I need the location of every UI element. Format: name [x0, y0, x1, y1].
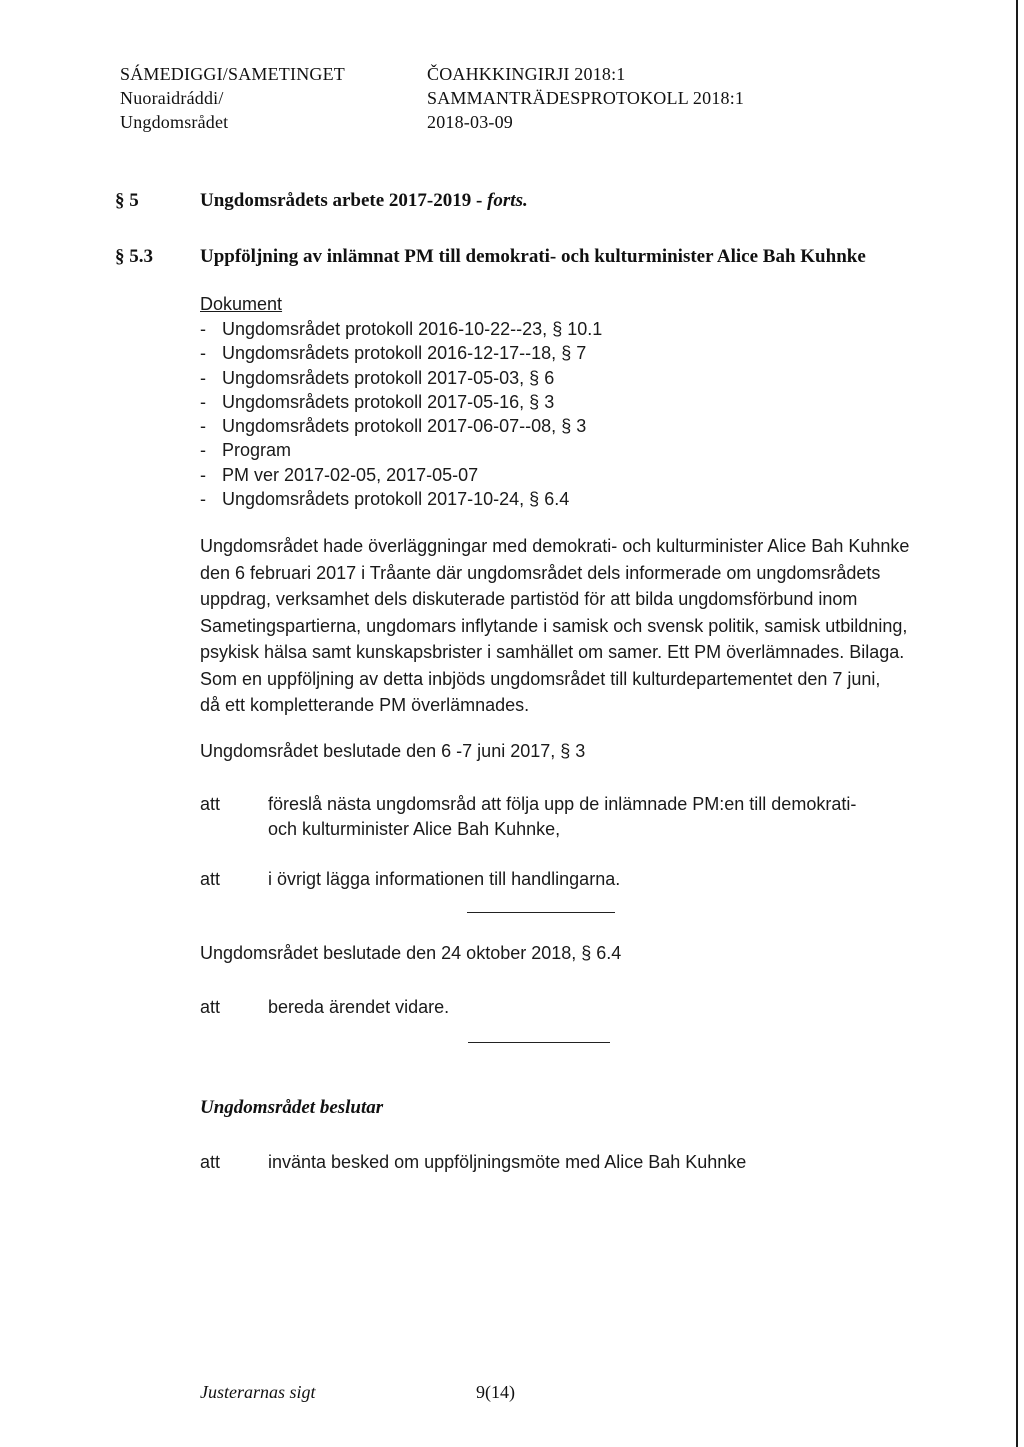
subsection-number: § 5.3	[115, 246, 153, 267]
section-title-forts: forts.	[487, 190, 528, 211]
paragraph-line: uppdrag, verksamhet dels diskuterade partistöd för att bilda ungdomsförbund inom	[200, 589, 858, 609]
decision-1-att-1-line-2: och kulturminister Alice Bah Kuhnke,	[268, 819, 561, 839]
list-item: - Ungdomsrådets protokoll 2017-10-24, § 6.4	[200, 489, 570, 510]
documents-label: Dokument	[200, 294, 283, 314]
decision-2-att-1-label: att	[200, 997, 221, 1017]
decision-3-att-1-line-1: invänta besked om uppföljningsmöte med Alice Bah Kuhnke	[268, 1152, 747, 1172]
header-date: 2018-03-09	[427, 112, 513, 132]
decision-1-att-2-line-1: i övrigt lägga informationen till handlingarna.	[268, 869, 621, 889]
header-org-line-2: Nuoraidráddi/	[120, 88, 224, 108]
paragraph-line: den 6 februari 2017 i Tråante där ungdomsrådet dels informerade om ungdomsrådets	[200, 562, 881, 583]
list-item: - Ungdomsrådets protokoll 2017-06-07--08, § 3	[200, 416, 587, 437]
section-number: § 5	[115, 190, 139, 211]
list-item: - Ungdomsrådets protokoll 2016-12-17--18, § 7	[200, 343, 587, 364]
summary-paragraph	[200, 533, 970, 719]
decision-2-att-1-line-1: bereda ärendet vidare.	[268, 997, 450, 1017]
decision-1-att-1-line-1: föreslå nästa ungdomsråd att följa upp de inlämnade PM:en till demokrati-	[268, 794, 857, 814]
list-item: - Ungdomsrådet protokoll 2016-10-22--23, § 10.1	[200, 319, 603, 339]
list-item: - PM ver 2017-02-05, 2017-05-07	[200, 464, 479, 485]
decision-3-att-1-label: att	[200, 1152, 221, 1172]
header-protocol-line-1: ČOAHKKINGIRJI 2018:1	[427, 64, 626, 84]
list-item: - Program	[200, 440, 292, 461]
list-item: - Ungdomsrådets protokoll 2017-05-03, § 6	[200, 367, 555, 388]
paragraph-line: psykisk hälsa samt kunskapsbrister i samhället om samer. Ett PM överlämnades. Bilaga.	[200, 642, 905, 662]
header-org-line-1: SÁMEDIGGI/SAMETINGET	[120, 64, 345, 84]
decision-1-att-2-label: att	[200, 869, 221, 889]
decision-2-heading: Ungdomsrådet beslutade den 24 oktober 2018, § 6.4	[200, 943, 622, 963]
separator-rule-1	[467, 912, 615, 913]
documents-list	[200, 317, 602, 511]
scan-edge-line	[1016, 0, 1018, 1447]
paragraph-line: Sametingspartierna, ungdomars inflytande i samisk och svensk politik, samisk utbildning,	[200, 615, 908, 636]
paragraph-line: Ungdomsrådet hade överläggningar med demokrati- och kulturminister Alice Bah Kuhnke	[200, 536, 910, 556]
decision-1-att-1-label: att	[200, 794, 221, 814]
header-organization	[120, 62, 345, 134]
subsection-title: Uppföljning av inlämnat PM till demokrati- och kulturminister Alice Bah Kuhnke	[200, 246, 866, 267]
header-protocol	[427, 62, 744, 134]
section-title	[200, 189, 528, 213]
header-org-line-3: Ungdomsrådet	[120, 112, 229, 132]
signature-label: Justerarnas sigt	[200, 1382, 316, 1402]
header-protocol-line-2: SAMMANTRÄDESPROTOKOLL 2018:1	[427, 88, 745, 108]
section-title-text: Ungdomsrådets arbete 2017-2019 -	[200, 190, 483, 211]
paragraph-line: då ett kompletterande PM överlämnades.	[200, 695, 530, 715]
decision-1-heading: Ungdomsrådet beslutade den 6 -7 juni 2017, § 3	[200, 741, 586, 761]
paragraph-line: Som en uppföljning av detta inbjöds ungdomsrådet till kulturdepartementet den 7 juni,	[200, 668, 881, 689]
page-number: 9(14)	[476, 1382, 515, 1402]
decision-3-heading: Ungdomsrådet beslutar	[200, 1097, 384, 1118]
separator-rule-2	[468, 1042, 610, 1043]
list-item: - Ungdomsrådets protokoll 2017-05-16, § 3	[200, 391, 555, 412]
